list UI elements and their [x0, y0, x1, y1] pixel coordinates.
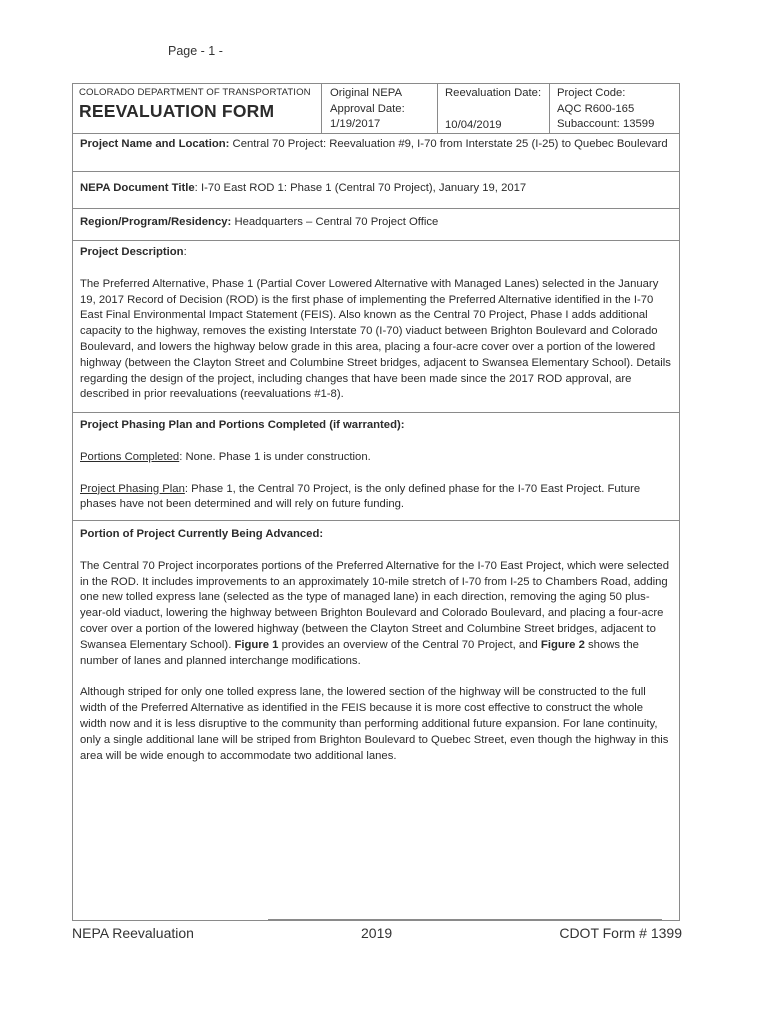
reevaluation-date-label: Reevaluation Date:	[445, 87, 542, 99]
project-name-section	[73, 134, 679, 172]
original-nepa-label: Original NEPA	[330, 87, 402, 99]
nepa-document-value: I-70 East ROD 1: Phase 1 (Central 70 Project), January 19, 2017	[200, 182, 527, 194]
form-title-cell	[73, 84, 322, 133]
footer-rule	[268, 919, 662, 920]
department-name: COLORADO DEPARTMENT OF TRANSPORTATION	[79, 87, 311, 98]
project-code-cell	[550, 84, 681, 133]
advanced-paragraph-1	[80, 559, 671, 670]
project-description-label: Project Description	[80, 246, 184, 258]
region-section	[73, 209, 679, 241]
footer-left: NEPA Reevaluation	[72, 925, 194, 941]
phasing-plan-label: Project Phasing Plan	[80, 482, 185, 495]
reevaluation-form	[72, 83, 680, 921]
advanced-section	[73, 521, 679, 764]
region-label: Region/Program/Residency:	[80, 216, 232, 228]
project-code-label: Project Code:	[557, 87, 626, 99]
nepa-document-label: NEPA Document Title	[80, 182, 195, 194]
project-description-section: Project Description: The Preferred Alternative, Phase 1 (Partial Cover Lowered Alternative with Managed Lanes) selected in the January 19, 2017 Record of Decision (ROD) is the first phase of implementing the Preferred Alternative identified in the I-70 East Final Environmental Impact Statement (FEIS). Also known as the Central 70 Project, Phase I adds additional capacity to the highway, removes the existing Interstate 70 (I-70) viaduct between Brighton Boulevard and Colorado Boulevard, and lowers the highway below grade in this area, placing a four-acre cover over a portion of the lowered highway (between the Clayton Street and Columbine Street bridges, adjacent to Swansea Elementary School). Details regarding the design of the project, including changes that have been made since the 2017 ROD approval, are described in prior reevaluations (reevaluations #1-8).	[73, 241, 679, 413]
advanced-label: Portion of Project Currently Being Advanced:	[80, 528, 324, 540]
advanced-paragraph-2: Although striped for only one tolled express lane, the lowered section of the highway will be constructed to the full width of the Preferred Alternative as identified in the FEIS because it is more cost effective to construct the whole width now and it is less disruptive to the community than performing additional future expansion. For lane continuity, only a single additional lane will be striped from Brighton Boulevard to Quebec Street, even though the highway in this area will be wide enough to accommodate two additional lanes.	[80, 686, 669, 762]
project-description-text: The Preferred Alternative, Phase 1 (Partial Cover Lowered Alternative with Managed Lanes) selected in the January 19, 2017 Record of Decision (ROD) is the first phase of implementing the Preferred Alternative identified in the I-70 East Final Environmental Impact Statement (FEIS). Also known as the Central 70 Project, Phase I adds additional capacity to the highway, removes the existing Interstate 70 (I-70) viaduct between Brighton Boulevard and Colorado Boulevard, and lowers the highway below grade in this area, placing a four-acre cover over a portion of the lowered highway (between the Clayton Street and Columbine Street bridges, adjacent to Swansea Elementary School). Details regarding the design of the project, including changes that have been made since the 2017 ROD approval, are described in prior reevaluations (reevaluations #1-8).	[80, 277, 671, 401]
advanced-para1-text-b: provides an overview of the Central 70 Project, and	[281, 638, 538, 651]
nepa-document-section: NEPA Document Title: I-70 East ROD 1: Phase 1 (Central 70 Project), January 19, 2017	[73, 172, 679, 209]
form-title: REEVALUATION FORM	[79, 101, 275, 121]
original-nepa-cell	[322, 84, 438, 133]
page-number: Page - 1 -	[168, 44, 223, 58]
subaccount: Subaccount: 13599	[557, 118, 655, 130]
project-name-label: Project Name and Location:	[80, 138, 230, 150]
figure-2-ref: Figure 2	[540, 638, 585, 651]
project-name-value: Central 70 Project: Reevaluation #9, I-70 from Interstate 25 (I-25) to Quebec Boulevard	[232, 138, 668, 150]
project-code: AQC R600-165	[557, 102, 635, 115]
region-value: Headquarters – Central 70 Project Office	[234, 216, 439, 228]
reevaluation-date-cell	[438, 84, 550, 133]
reevaluation-date: 10/04/2019	[445, 118, 502, 131]
original-nepa-date: 1/19/2017	[330, 118, 381, 130]
portions-completed-value: None. Phase 1 is under construction.	[185, 450, 371, 463]
advanced-para1-text: The Central 70 Project incorporates portions of the Preferred Alternative for the I-70 East Project, which were selected in the ROD. It includes improvements to an approximately 10-mile stretch of I-70 from I-25 to Chambers Road, adding one new tolled express lane (selected as the type of managed lane) in each direction, removing the aging 50 plus-year-old viaduct, lowering the highway between Brighton Boulevard and Colorado Boulevard, and placing a four-acre cover over a portion of the lowered highway (between the Clayton Street and Columbine Street bridges, adjacent to Swansea Elementary School).	[80, 559, 669, 651]
phasing-plan-value: Phase 1, the Central 70 Project, is the only defined phase for the I-70 East Project. Future phases have not been determined and will rely on future funding.	[80, 482, 641, 511]
footer-form-number: CDOT Form # 1399	[559, 925, 682, 941]
portions-completed-label: Portions Completed	[80, 450, 180, 463]
form-header	[73, 84, 679, 134]
advanced-para1-text-c: shows the number of lanes and planned interchange modifications.	[80, 638, 639, 667]
figure-1-ref: Figure 1	[234, 638, 279, 651]
footer-year: 2019	[361, 925, 393, 941]
phasing-section: Project Phasing Plan and Portions Completed (if warranted): Portions Completed: None. Phase 1 is under construction. Project Phasing Plan: Phase 1, the Central 70 Project, is the only defined phase for the I-70 East Project. Future phases have not been determined and will rely on future funding.	[73, 413, 679, 521]
phasing-label: Project Phasing Plan and Portions Completed (if warranted):	[80, 419, 405, 431]
approval-date-label: Approval Date:	[330, 102, 405, 115]
